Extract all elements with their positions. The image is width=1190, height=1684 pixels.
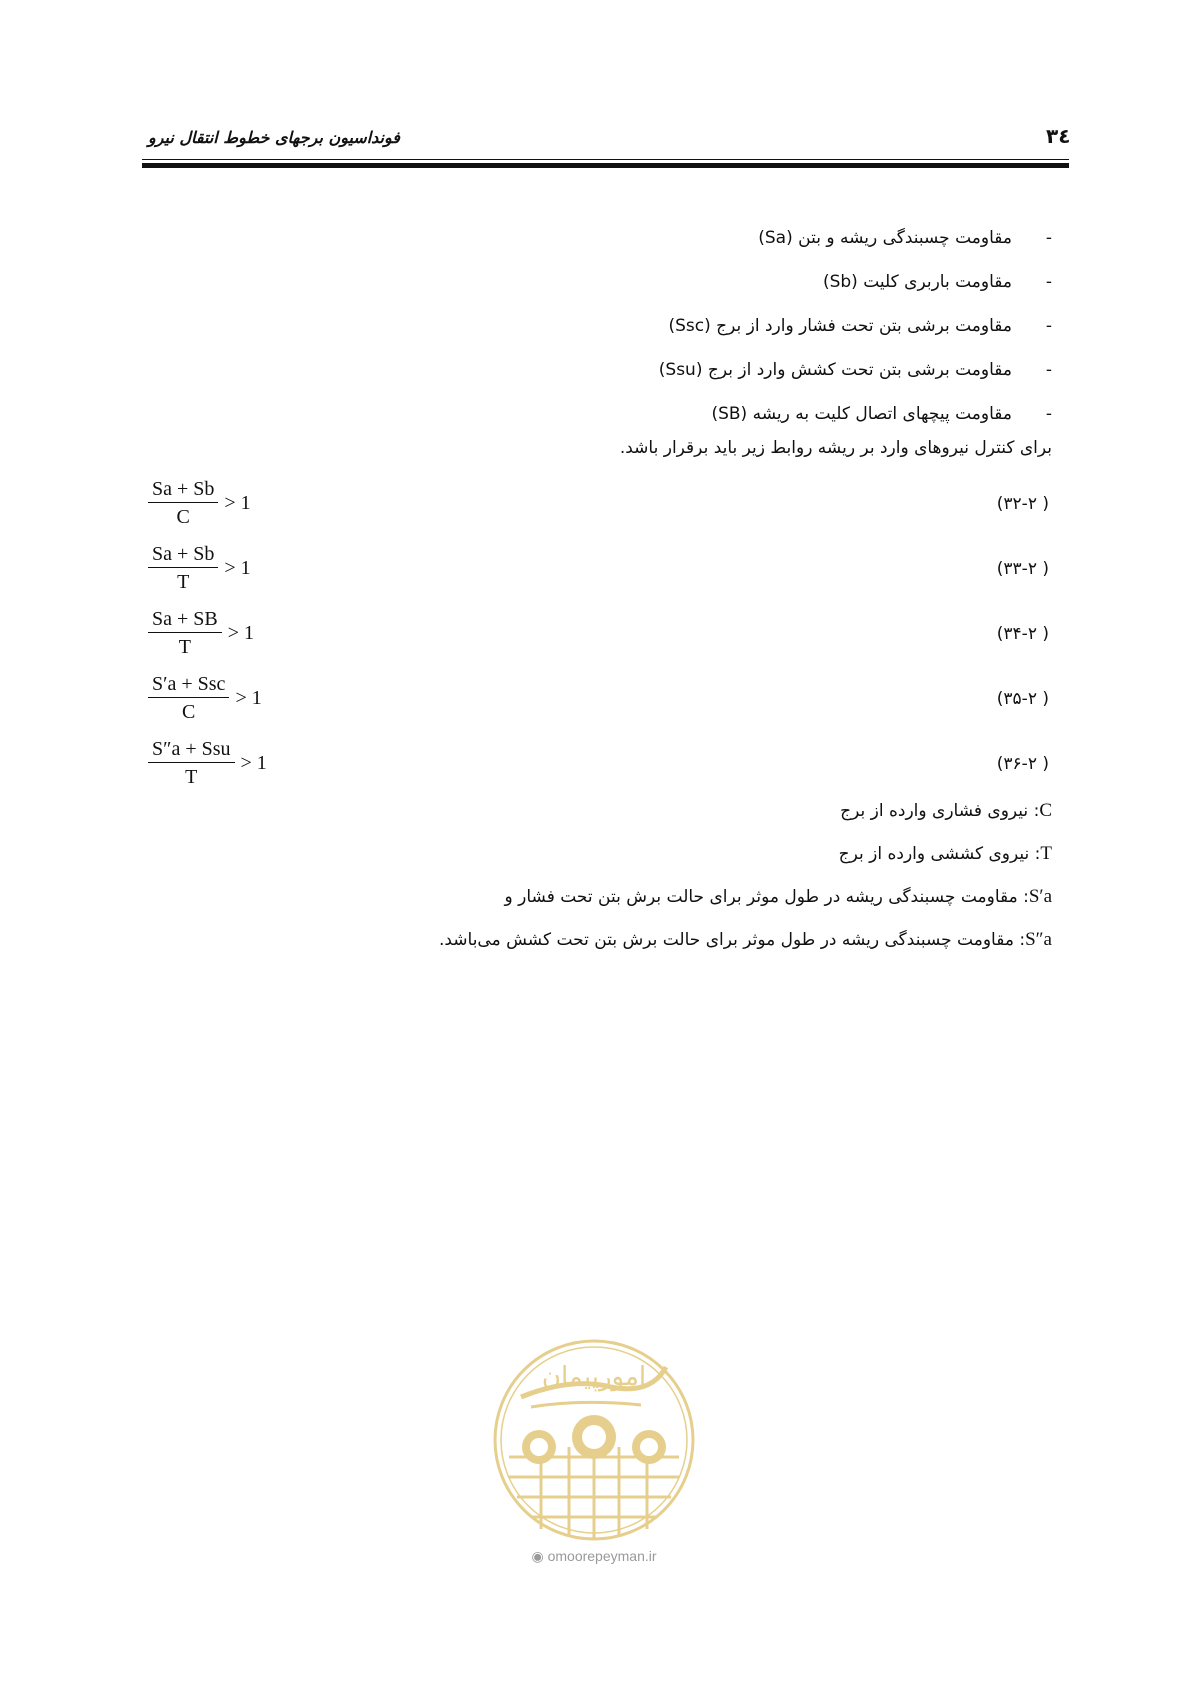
list-item-text: مقاومت پیچهای اتصال کلیت به ریشه (SB) bbox=[711, 404, 1012, 424]
fraction-denominator: T bbox=[185, 766, 198, 788]
equation-number: ( ۳۳-۲) bbox=[996, 559, 1049, 579]
list-item bbox=[352, 304, 1052, 348]
resistance-list bbox=[352, 216, 1052, 436]
list-item-text: مقاومت باربری کلیت (Sb) bbox=[822, 272, 1012, 292]
equation-number: ( ۳۲-۲) bbox=[996, 494, 1049, 514]
running-header-title: فونداسیون برجهای خطوط انتقال نیرو bbox=[148, 128, 400, 147]
equation-row bbox=[142, 476, 1049, 536]
relation: > 1 bbox=[240, 752, 267, 774]
header-rule-thick bbox=[142, 163, 1069, 168]
list-item-text: مقاومت برشی بتن تحت فشار وارد از برج (Ssc) bbox=[668, 316, 1012, 336]
page-number: ۳٤ bbox=[1046, 124, 1071, 148]
fraction-denominator: T bbox=[178, 636, 191, 658]
fraction bbox=[148, 736, 235, 791]
intro-paragraph: برای کنترل نیروهای وارد بر ریشه روابط زیر باید برقرار باشد. bbox=[619, 438, 1052, 458]
definition-text: : مقاومت چسبندگی ریشه در طول موثر برای حالت برش بتن تحت کشش می‌باشد. bbox=[438, 930, 1026, 950]
equation-number: ( ۳۴-۲) bbox=[996, 624, 1049, 644]
relation: > 1 bbox=[224, 492, 251, 514]
list-item-text: مقاومت برشی بتن تحت کشش وارد از برج (Ssu) bbox=[658, 360, 1012, 380]
fraction bbox=[148, 476, 218, 531]
definition-symbol: S′a bbox=[1028, 886, 1052, 907]
symbol-definitions bbox=[439, 800, 1052, 972]
definition-line bbox=[439, 843, 1052, 886]
equation-formula bbox=[148, 671, 262, 726]
equation-number: ( ۳۶-۲) bbox=[996, 754, 1049, 774]
relation: > 1 bbox=[224, 557, 251, 579]
list-item bbox=[352, 392, 1052, 436]
list-item bbox=[352, 348, 1052, 392]
equation-formula bbox=[148, 476, 251, 531]
watermark-logo bbox=[491, 1337, 697, 1543]
definition-symbol: S″a bbox=[1025, 929, 1052, 950]
equation-row bbox=[142, 606, 1049, 666]
equation-row bbox=[142, 736, 1049, 796]
watermark-url: ◉ omoorepeyman.ir bbox=[531, 1548, 657, 1564]
fraction bbox=[148, 606, 222, 661]
fraction bbox=[148, 671, 229, 726]
equation-formula bbox=[148, 541, 251, 596]
definition-text: : نیروی فشاری وارده از برج bbox=[840, 801, 1040, 821]
equation-row bbox=[142, 541, 1049, 601]
header-rule-thin bbox=[142, 159, 1069, 160]
fraction-numerator: S′a + Ssc bbox=[148, 671, 229, 698]
list-item bbox=[352, 216, 1052, 260]
equation-formula bbox=[148, 606, 254, 661]
equation-row bbox=[142, 671, 1049, 731]
equation-formula bbox=[148, 736, 267, 791]
definition-symbol: C bbox=[1039, 800, 1052, 821]
watermark-logo-text: امورپیمان bbox=[541, 1362, 647, 1392]
fraction-denominator: C bbox=[182, 701, 196, 723]
definition-symbol: T bbox=[1040, 843, 1052, 864]
fraction bbox=[148, 541, 218, 596]
fraction-numerator: Sa + Sb bbox=[148, 476, 218, 503]
bullet-marker: - bbox=[1045, 316, 1052, 336]
definition-line bbox=[439, 800, 1052, 843]
bullet-marker: - bbox=[1045, 272, 1052, 292]
relation: > 1 bbox=[227, 622, 255, 644]
list-item bbox=[352, 260, 1052, 304]
bullet-marker: - bbox=[1045, 360, 1052, 380]
fraction-numerator: Sa + Sb bbox=[148, 541, 218, 568]
definition-text: : مقاومت چسبندگی ریشه در طول موثر برای حالت برش بتن تحت فشار و bbox=[504, 887, 1029, 907]
definition-text: : نیروی کششی وارده از برج bbox=[838, 844, 1041, 864]
bullet-marker: - bbox=[1045, 404, 1052, 424]
definition-line bbox=[439, 929, 1052, 972]
list-item-text: مقاومت چسبندگی ریشه و بتن (Sa) bbox=[758, 228, 1012, 248]
relation: > 1 bbox=[235, 687, 262, 709]
equation-number: ( ۳۵-۲) bbox=[996, 689, 1049, 709]
bullet-marker: - bbox=[1045, 228, 1052, 248]
fraction-numerator: Sa + SB bbox=[148, 606, 222, 633]
fraction-denominator: C bbox=[176, 506, 190, 528]
fraction-numerator: S″a + Ssu bbox=[148, 736, 235, 763]
definition-line bbox=[439, 886, 1052, 929]
fraction-denominator: T bbox=[177, 571, 190, 593]
watermark-url-text: omoorepeyman.ir bbox=[547, 1548, 657, 1564]
